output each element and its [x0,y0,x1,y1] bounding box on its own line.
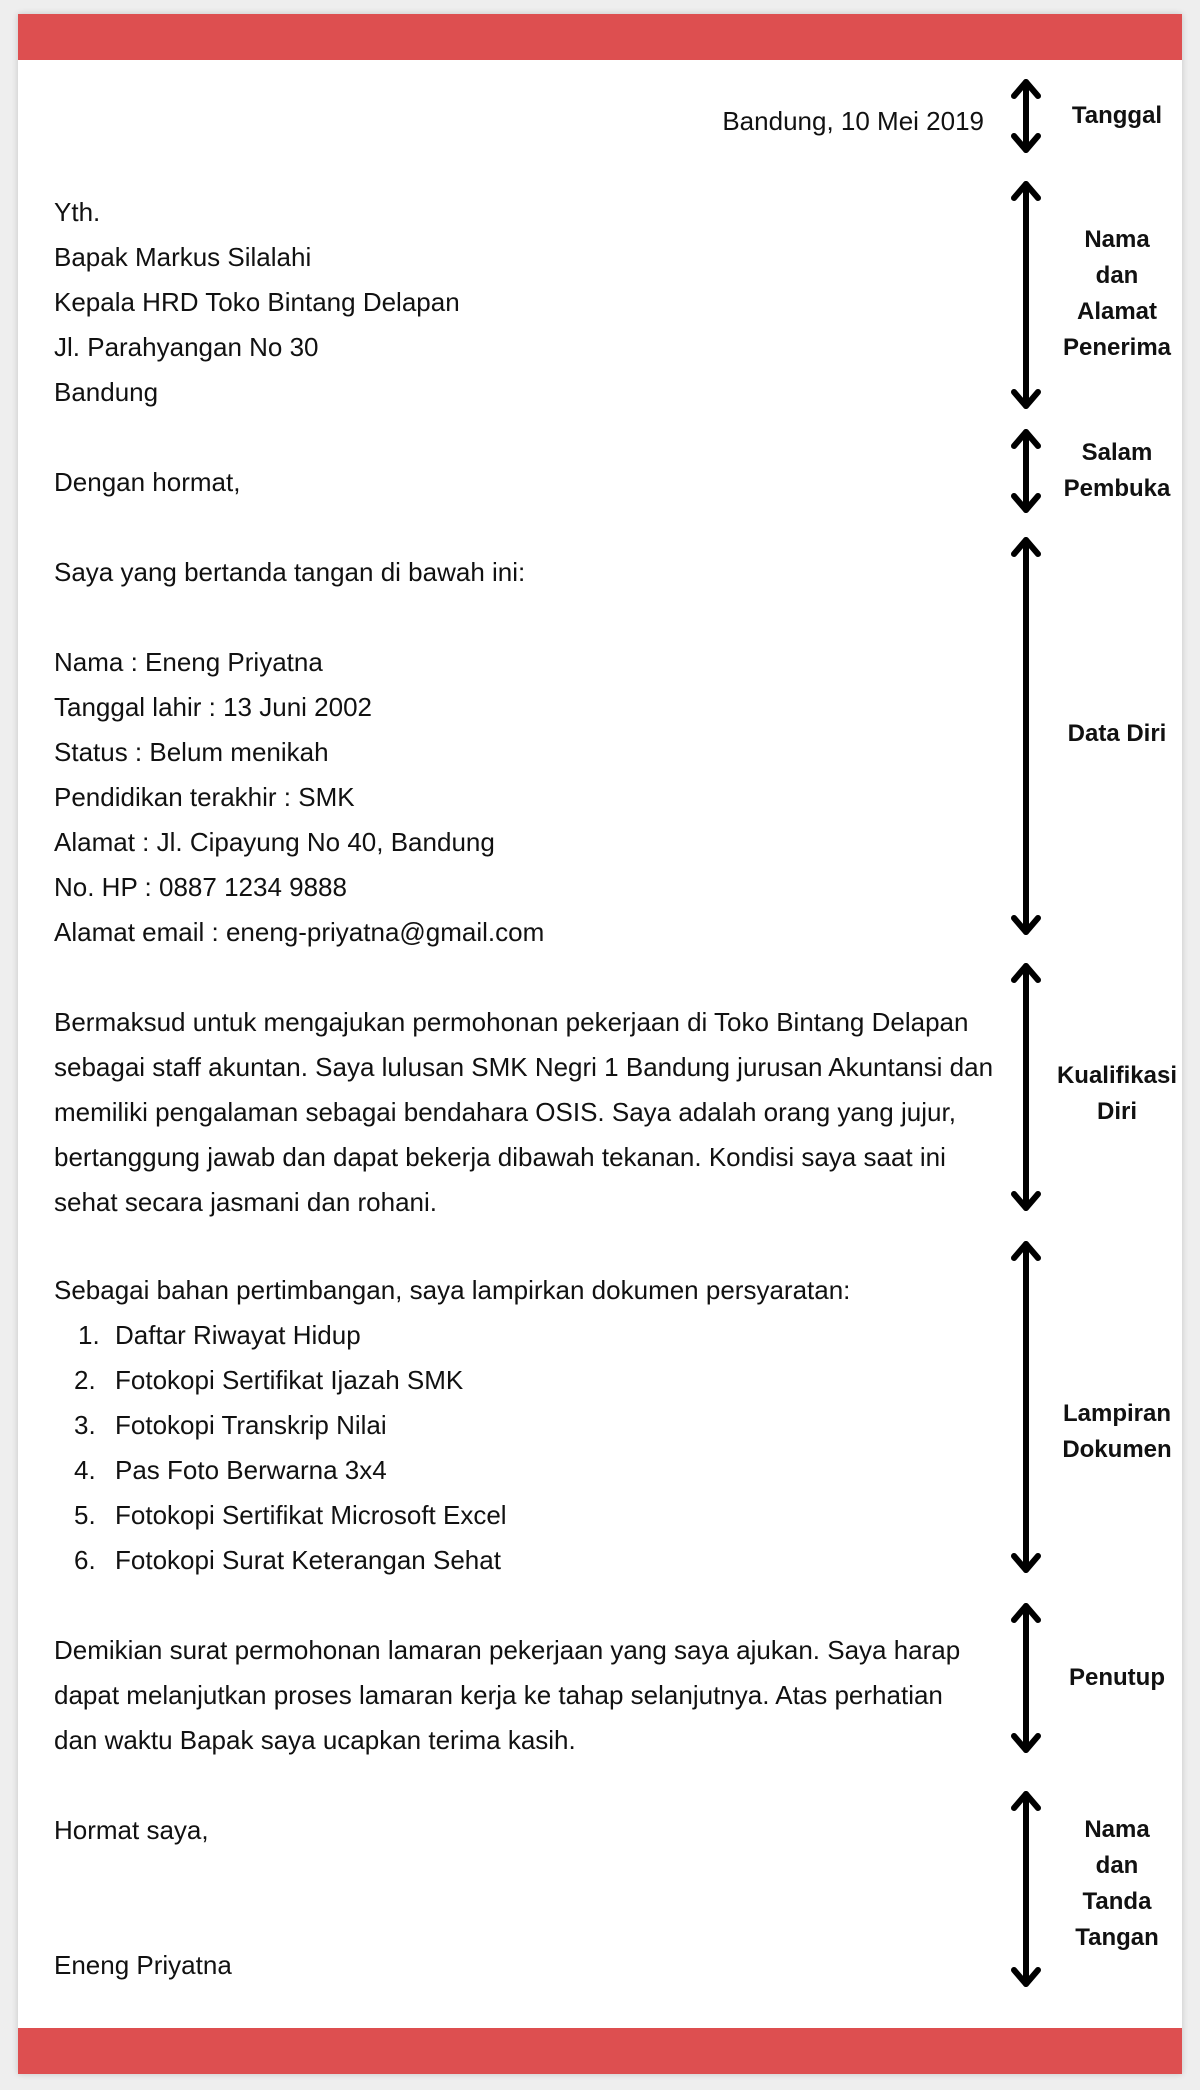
qualification-line: Bermaksud untuk mengajukan permohonan pekerjaan di Toko Bintang Delapan [54,1007,969,1037]
qualification-line: sebagai staff akuntan. Saya lulusan SMK Negri 1 Bandung jurusan Akuntansi dan [54,1052,994,1082]
attachment-number: 6. [74,1545,96,1575]
signature-name: Eneng Priyatna [54,1950,232,1980]
greeting: Dengan hormat, [54,467,241,497]
closing-line: dapat melanjutkan proses lamaran kerja ke tahap selanjutnya. Atas perhatian [54,1680,943,1710]
closing-line: dan waktu Bapak saya ucapkan terima kasih. [54,1725,576,1755]
regards: Hormat saya, [54,1815,209,1845]
annotation-tanggal [1006,78,1163,154]
letter-date: Bandung, 10 Mei 2019 [722,106,984,136]
qualification-line: memiliki pengalaman sebagai bendahara OSIS. Saya adalah orang yang jujur, [54,1097,956,1127]
annotation-label: Lampiran Dokumen [1062,1400,1172,1463]
personal-data-line: Status : Belum menikah [54,737,329,767]
qualification-line: sehat secara jasmani dan rohani. [54,1187,438,1217]
attachment-number: 1. [78,1320,100,1350]
attachment-text: Fotokopi Sertifikat Ijazah SMK [115,1365,464,1395]
double-arrow-icon [1006,1602,1046,1754]
attachment-text: Daftar Riwayat Hidup [115,1320,361,1350]
double-arrow-icon [1006,180,1046,410]
attachment-number: 5. [74,1500,96,1530]
annotation-ttd [1006,1790,1159,1988]
annotation-label: Tanggal [1071,102,1163,129]
attachment-text: Pas Foto Berwarna 3x4 [115,1455,387,1485]
annotation-penerima [1006,180,1172,410]
attachment-text: Fotokopi Transkrip Nilai [115,1410,387,1440]
annotation-label: Kualifikasi Diri [1056,1062,1178,1125]
annotation-datadiri [1006,536,1167,936]
recipient-line: Yth. [54,197,101,227]
double-arrow-icon [1006,428,1046,514]
personal-data-line: No. HP : 0887 1234 9888 [54,872,347,902]
double-arrow-icon [1006,962,1046,1212]
annotation-label: Nama dan Alamat Penerima [1062,226,1172,361]
annotation-salam [1006,428,1171,514]
double-arrow-icon [1006,1240,1046,1574]
recipient-line: Kepala HRD Toko Bintang Delapan [54,287,460,317]
annotation-label: Penutup [1069,1664,1165,1691]
personal-data-line: Alamat email : eneng-priyatna@gmail.com [54,917,545,947]
attachment-number: 3. [74,1410,96,1440]
attachment-text: Fotokopi Surat Keterangan Sehat [115,1545,501,1575]
annotation-penutup [1006,1602,1165,1754]
double-arrow-icon [1006,1790,1046,1988]
attachment-number: 2. [74,1365,96,1395]
annotation-label: Data Diri [1067,720,1167,747]
double-arrow-icon [1006,78,1046,154]
personal-data-line: Alamat : Jl. Cipayung No 40, Bandung [54,827,495,857]
personal-data-line: Pendidikan terakhir : SMK [54,782,355,812]
recipient-line: Bandung [54,377,159,407]
bottom-accent-bar [18,2028,1182,2074]
attachments-intro: Sebagai bahan pertimbangan, saya lampirkan dokumen persyaratan: [54,1275,851,1305]
attachment-text: Fotokopi Sertifikat Microsoft Excel [115,1500,507,1530]
annotation-kualifikasi [1006,962,1178,1212]
recipient-line: Bapak Markus Silalahi [54,242,312,272]
attachment-number: 4. [74,1455,96,1485]
letter-page [18,14,1182,2074]
closing-line: Demikian surat permohonan lamaran pekerjaan yang saya ajukan. Saya harap [54,1635,961,1665]
double-arrow-icon [1006,536,1046,936]
annotation-label: Nama dan Tanda Tangan [1075,1816,1159,1951]
annotation-lampiran [1006,1240,1172,1574]
annotation-label: Salam Pembuka [1063,439,1171,502]
letter-body [54,14,994,2074]
personal-data-line: Tanggal lahir : 13 Juni 2002 [54,692,373,722]
personal-data-line: Nama : Eneng Priyatna [54,647,323,677]
qualification-line: bertanggung jawab dan dapat bekerja dibawah tekanan. Kondisi saya saat ini [54,1142,946,1172]
intro-text: Saya yang bertanda tangan di bawah ini: [54,557,526,587]
recipient-line: Jl. Parahyangan No 30 [54,332,319,362]
